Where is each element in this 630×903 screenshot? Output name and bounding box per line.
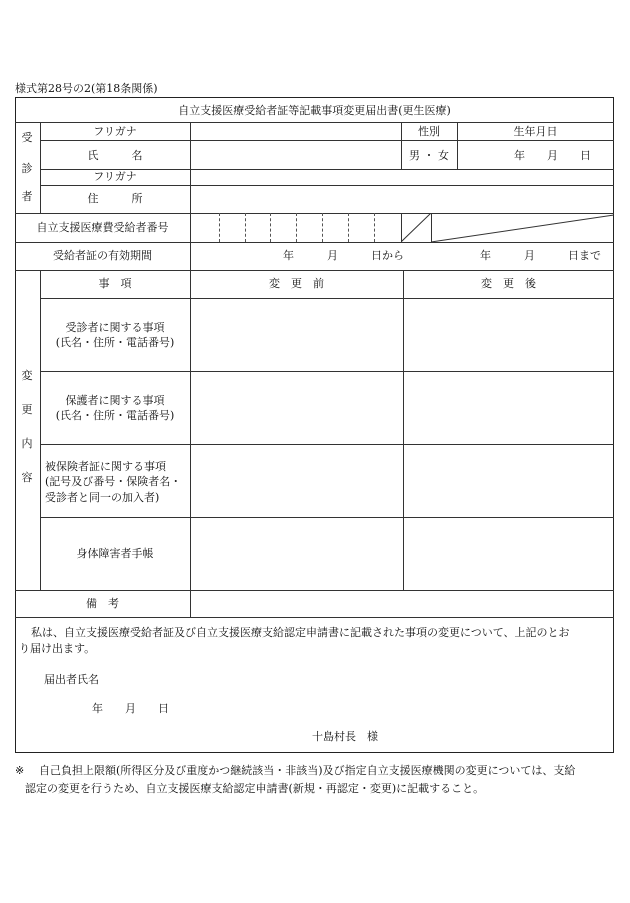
digit-divider: [270, 213, 271, 242]
change-row-patient: 受診者に関する事項 (氏名・住所・電話番号): [55, 321, 175, 350]
rule: [15, 122, 614, 123]
rule: [15, 270, 614, 271]
gender-label: 性別: [418, 125, 440, 138]
note-line2: 認定の変更を行うため、自立支援医療支給認定申請書(新規・再認定・変更)に記載すること。: [25, 782, 485, 795]
form-title: 自立支援医療受給者証等記載事項変更届出書(更生医療): [178, 104, 451, 117]
rule: [15, 617, 614, 618]
digit-divider: [322, 213, 323, 242]
rule: [40, 270, 41, 590]
change-row-insurance: 被保険者証に関する事項 (記号及び番号・保険者名・ 受診者と同一の加入者): [45, 460, 182, 504]
remarks-label: 備 考: [86, 597, 119, 610]
col-item: 事 項: [98, 277, 132, 290]
validity-from: 年 月 日から: [283, 249, 404, 262]
patient-group-label: 受 診 者: [21, 131, 33, 203]
furigana2-label: フリガナ: [93, 170, 137, 183]
rule: [190, 213, 191, 242]
rule: [15, 590, 614, 591]
digit-divider: [219, 213, 220, 242]
digit-divider: [245, 213, 246, 242]
rule: [40, 444, 614, 445]
rule: [190, 122, 191, 213]
rule: [15, 242, 614, 243]
recipient-number-label: 自立支援医療費受給者番号: [36, 221, 169, 234]
slash-marks: [401, 213, 614, 242]
rule: [40, 185, 614, 186]
addressee: 十島村長 様: [312, 730, 378, 743]
dob-label: 生年月日: [513, 125, 558, 138]
validity-label: 受給者証の有効期間: [53, 249, 152, 262]
digit-divider: [296, 213, 297, 242]
digit-divider: [374, 213, 375, 242]
validity-to: 年 月 日まで: [480, 249, 601, 262]
furigana-label: フリガナ: [93, 125, 137, 138]
note-mark: ※: [15, 764, 25, 777]
declaration-line2: り届け出ます。: [19, 642, 96, 655]
change-row-disability-book: 身体障害者手帳: [76, 547, 154, 560]
applicant-name-label: 届出者氏名: [44, 673, 99, 686]
change-row-guardian: 保護者に関する事項 (氏名・住所・電話番号): [55, 394, 175, 423]
digit-divider: [348, 213, 349, 242]
dob-value: 年 月 日: [514, 149, 591, 162]
form-number: 様式第28号の2(第18条関係): [15, 82, 158, 95]
rule: [40, 140, 614, 141]
rule: [403, 270, 404, 590]
note-line1: 自己負担上限額(所得区分及び重度かつ継続該当・非該当)及び指定自立支援医療機関の変更については、支給: [39, 764, 576, 777]
address-label: 住 所: [87, 192, 143, 205]
col-before: 変 更 前: [269, 277, 324, 290]
rule: [40, 371, 614, 372]
rule: [190, 242, 191, 270]
name-label: 氏 名: [87, 149, 143, 162]
changes-group-label: 変 更 内 容: [21, 369, 33, 484]
gender-value: 男 ・ 女: [409, 149, 449, 162]
rule: [40, 298, 614, 299]
rule: [190, 270, 191, 617]
rule: [40, 517, 614, 518]
date-line: 年 月 日: [92, 702, 169, 715]
col-after: 変 更 後: [481, 277, 536, 290]
declaration-line1: 私は、自立支援医療受給者証及び自立支援医療支給認定申請書に記載された事項の変更について、上記のとお: [31, 626, 570, 639]
